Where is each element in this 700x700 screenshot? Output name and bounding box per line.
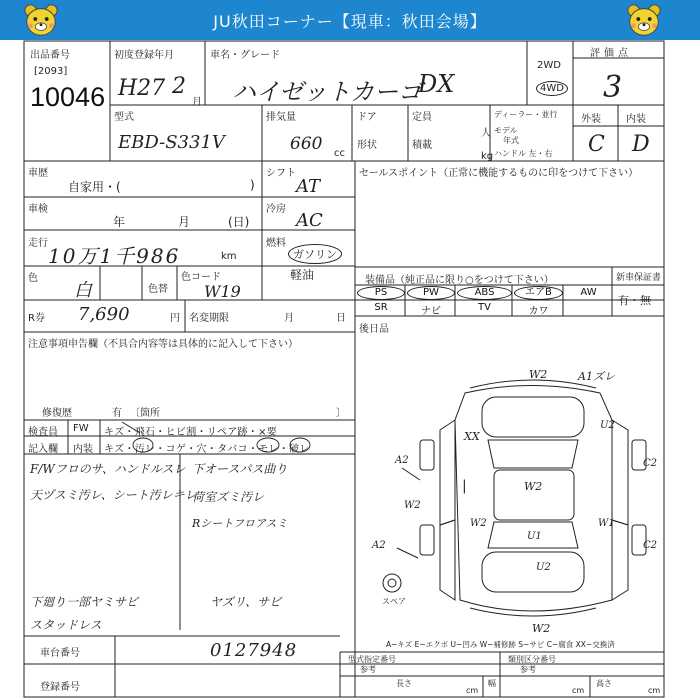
mark-rear-u1: U1 [527, 531, 542, 542]
model-value: EBD-S331V [118, 132, 225, 153]
transfer-day: 日 [336, 313, 346, 324]
shift-value: AT [296, 176, 321, 197]
repair-place-close: 〕 [336, 408, 346, 419]
history-close: ) [250, 178, 255, 192]
mileage-unit: km [221, 251, 237, 262]
chassis-label: 車台番号 [40, 648, 80, 659]
repair-place-label: 〔箇所 [130, 408, 160, 419]
dealer-label: ディーラー・並行 [494, 110, 558, 119]
color-value: 白 [74, 280, 92, 301]
mark-front-w2: W2 [529, 368, 548, 381]
aircon-value: AC [296, 210, 323, 231]
equipment-item: TV [478, 302, 491, 313]
note-left-1: F/Wフロのサ、ハンドルスレ [30, 462, 186, 476]
note-left-3: 下廻り一部ヤミサビ [30, 595, 139, 609]
capacity-label: 定員 [412, 112, 432, 123]
mark-rear-w1: W1 [598, 518, 615, 529]
doors-label: ドア [357, 112, 377, 123]
equipment-label: 装備品（純正品に限り○をつけて下さい） [365, 275, 554, 286]
inspector-label-2: 記入欄 [28, 444, 58, 455]
fw-items: キズ・飛石・ヒビ割・リペア跡・×要 [104, 427, 278, 438]
first-registration-month: 2 [172, 74, 186, 99]
load-unit: kg [481, 151, 494, 162]
category-label: 類別区分番号 [508, 655, 556, 664]
recycle-unit: 円 [170, 313, 180, 324]
color-label: 色 [28, 273, 38, 284]
history-label: 車歴 [28, 168, 48, 179]
equipment-item: エアB [514, 286, 563, 300]
damage-legend: A−キズ E−エクボ U−凹み W−補修跡 S−サビ C−腐食 XX−交換済 [386, 640, 615, 649]
mark-pillar-1: | [462, 478, 467, 494]
mark-right-rear-c2: C2 [643, 540, 658, 551]
score-value: 3 [603, 70, 623, 105]
engine-unit: cc [334, 148, 345, 159]
height-unit: cm [648, 686, 661, 695]
mark-left-w2: W2 [404, 500, 421, 511]
fuel-gasoline-circled: ガソリン [288, 244, 342, 264]
note-right-2: 荷室ズミ汚レ [192, 490, 265, 504]
note-right-4: ヤズリ、サビ [210, 595, 282, 609]
chassis-value: 0127948 [210, 640, 298, 661]
equipment-item: AW [580, 287, 597, 298]
drive-2wd: 2WD [537, 60, 561, 71]
steering-label: ハンドル 左・右 [494, 149, 553, 158]
fuel-diesel: 軽油 [290, 268, 315, 282]
mark-front-a1: A1ズレ [578, 370, 615, 383]
equipment-item: ナビ [421, 306, 441, 317]
mark-rear-u2: U2 [536, 562, 551, 573]
year-label: 年式 [503, 136, 519, 145]
after-parts-label: 後日品 [359, 324, 389, 335]
mark-right-c2: C2 [643, 458, 658, 469]
transfer-label: 名変期限 [189, 313, 229, 324]
inspector-label-1: 検査員 [28, 427, 58, 438]
shift-label: シフト [266, 168, 296, 179]
new-car-cert-value: 有・無 [618, 294, 651, 307]
equipment-item: PW [407, 286, 455, 300]
category-sub: 参考 [520, 665, 536, 674]
note-left-2: 天ヅスミ汚レ、シート汚レキレ [30, 488, 197, 502]
repair-history-value: 有 [112, 408, 122, 419]
recycle-value: 7,690 [78, 304, 130, 325]
repair-history-label: 修復歴 [42, 408, 72, 419]
lot-sub-number: [2093] [34, 66, 68, 77]
recycle-label: R券 [28, 313, 45, 324]
width-unit: cm [572, 686, 585, 695]
car-name: ハイゼットカーゴ [232, 78, 423, 106]
mark-fender-u2: U2 [600, 420, 615, 431]
mileage-label: 走行 [28, 238, 48, 249]
load-label: 積載 [412, 140, 432, 151]
transfer-month: 月 [284, 313, 294, 324]
shape-label: 形状 [357, 140, 377, 151]
interior-entry-label: 内装 [73, 444, 93, 455]
first-registration-year: H27 [118, 76, 166, 101]
car-grade: DX [418, 70, 455, 98]
color-change-label: 色替 [148, 284, 168, 295]
type-designation-label: 型式指定番号 [348, 655, 396, 664]
notes-label: 注意事項申告欄（不具合内容等は具体的に記入して下さい） [28, 339, 298, 350]
month-unit: 月 [192, 97, 202, 108]
fuel-label: 燃料 [266, 238, 286, 249]
width-label: 幅 [488, 679, 496, 688]
lot-number: 10046 [30, 82, 106, 112]
drive-4wd-circled: 4WD [536, 81, 568, 96]
inspection-month: 月 [178, 215, 191, 229]
mark-rear-bumper-w2: W2 [532, 622, 551, 635]
engine-label: 排気量 [266, 112, 296, 123]
spare-label: スペア [382, 597, 406, 606]
registration-label: 登録番号 [40, 682, 80, 693]
model-year-label: モデル [494, 126, 518, 135]
note-right-3: Rシートフロアスミ [192, 517, 288, 530]
note-left-4: スタッドレス [30, 618, 102, 632]
mark-roof-w2: W2 [524, 480, 543, 493]
lot-number-label: 出品番号 [30, 50, 70, 61]
mark-left-a2: A2 [395, 455, 409, 466]
equipment-item: ABS [457, 286, 512, 300]
color-code-label: 色コード [181, 272, 221, 283]
model-label: 型式 [114, 112, 134, 123]
color-code-value: W19 [204, 282, 241, 301]
interior-items: キズ・汚レ・コゲ・穴・タバコ・モレ・破レ [104, 444, 310, 455]
fw-label: FW [73, 423, 89, 434]
new-car-cert-label: 新車保証書 [616, 273, 662, 283]
aircon-label: 冷房 [266, 204, 286, 215]
exterior-label: 外装 [581, 114, 601, 125]
mileage-value: 10万1千986 [48, 244, 181, 268]
capacity-unit: 人 [481, 128, 491, 139]
equipment-item: PS [357, 286, 405, 300]
sales-point-label: セールスポイント（正常に機能するものに印をつけて下さい） [359, 168, 639, 179]
first-registration-label: 初度登録年月 [114, 50, 174, 61]
type-designation-sub: 参考 [360, 665, 376, 674]
length-label: 長さ [396, 679, 412, 688]
equipment-item: SR [374, 302, 388, 313]
interior-label: 内装 [626, 114, 646, 125]
height-label: 高さ [596, 679, 612, 688]
mark-hood-xx: XX [464, 430, 480, 443]
car-name-label: 車名・グレード [210, 50, 280, 61]
history-value: 自家用・( [68, 180, 121, 194]
equipment-item: カワ [528, 306, 549, 317]
mark-side-w2: W2 [470, 518, 487, 529]
engine-value: 660 [290, 134, 323, 154]
score-label: 評価点 [590, 48, 632, 59]
mark-left-rear-a2: A2 [372, 540, 386, 551]
exterior-score: C [588, 132, 605, 157]
inspection-day: (日) [228, 215, 250, 229]
header-title: JU秋田コーナー【現車：秋田会場】 [213, 12, 487, 31]
note-right-1: 下オースパス曲り [192, 462, 288, 476]
inspection-year: 年 [113, 215, 126, 229]
inspection-label: 車検 [28, 204, 48, 215]
length-unit: cm [466, 686, 479, 695]
interior-score: D [632, 132, 650, 157]
